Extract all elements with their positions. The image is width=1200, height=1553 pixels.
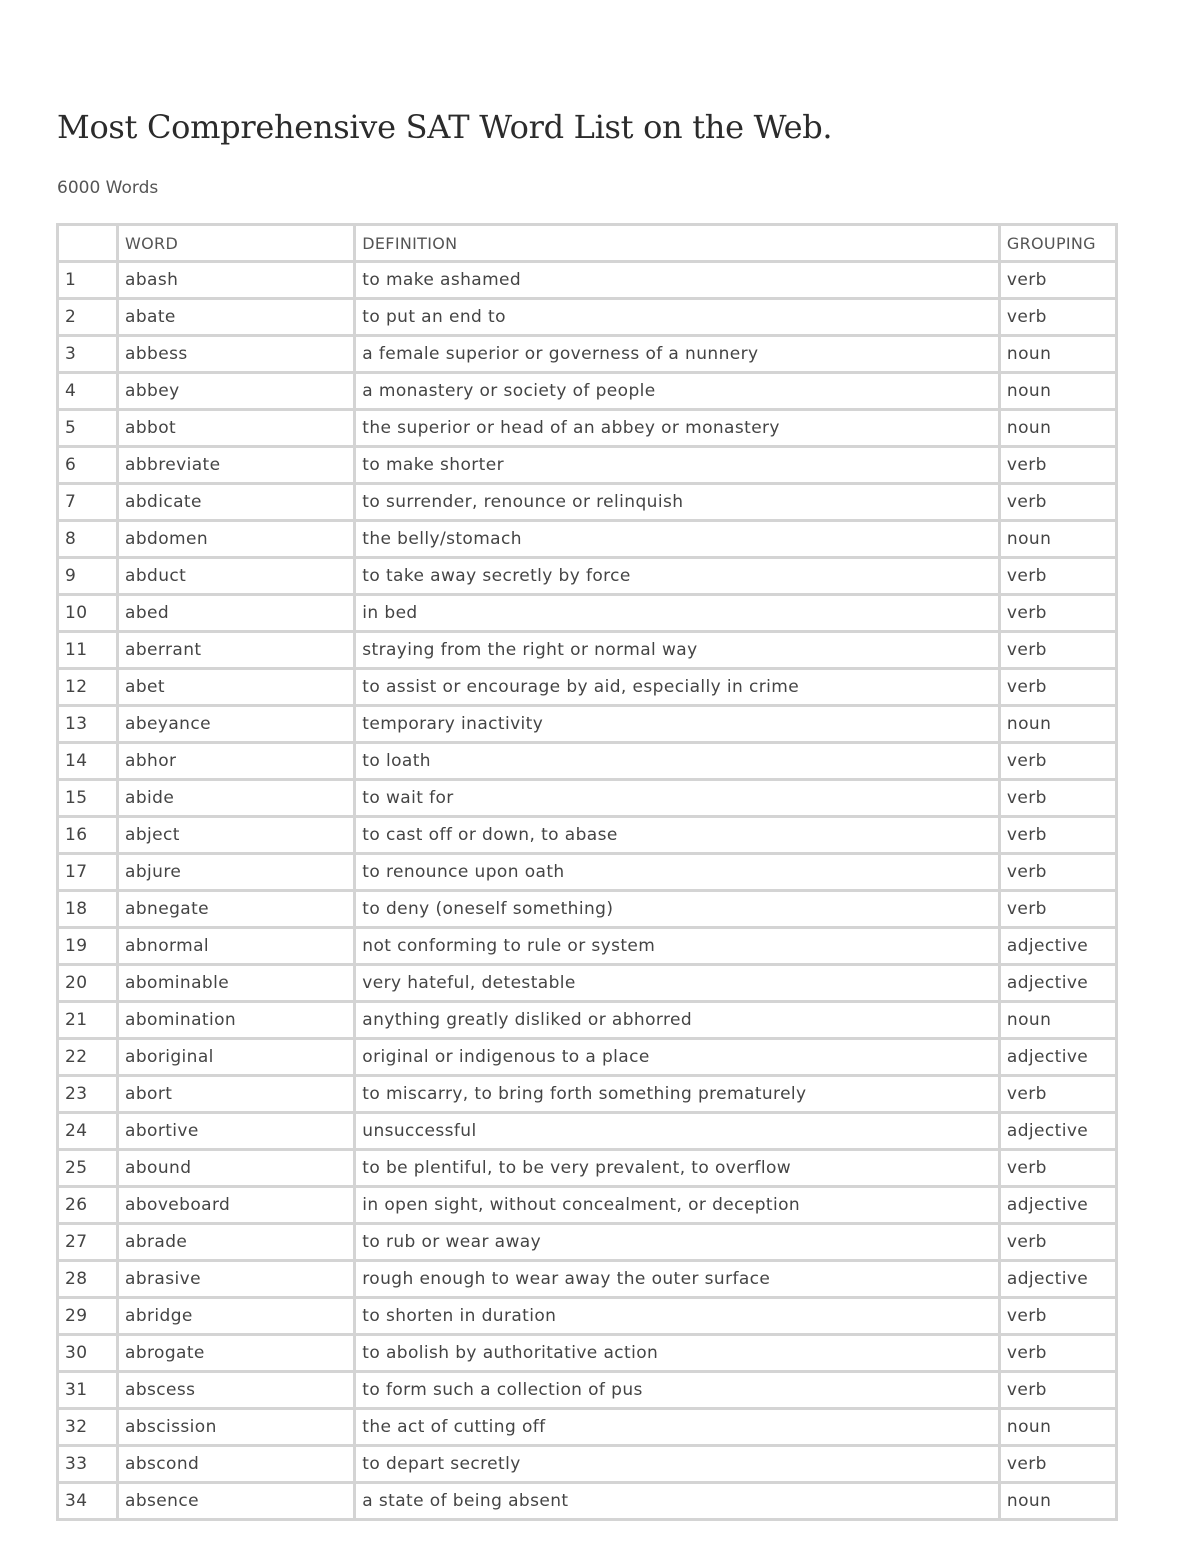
table-row — [59, 707, 1115, 741]
cell-word: absence — [119, 1484, 353, 1518]
cell-word: abhor — [119, 744, 353, 778]
table-header-row — [59, 226, 1115, 260]
cell-grouping: verb — [1001, 744, 1115, 778]
table-row — [59, 744, 1115, 778]
table-row — [59, 892, 1115, 926]
table-row — [59, 337, 1115, 371]
cell-number: 22 — [59, 1040, 116, 1074]
table-row — [59, 374, 1115, 408]
cell-word: abnegate — [119, 892, 353, 926]
cell-number: 29 — [59, 1299, 116, 1333]
cell-word: abet — [119, 670, 353, 704]
cell-definition: very hateful, detestable — [356, 966, 998, 1000]
cell-number: 14 — [59, 744, 116, 778]
table-row — [59, 1114, 1115, 1148]
cell-number: 30 — [59, 1336, 116, 1370]
cell-grouping: verb — [1001, 559, 1115, 593]
cell-number: 4 — [59, 374, 116, 408]
cell-number: 23 — [59, 1077, 116, 1111]
cell-number: 8 — [59, 522, 116, 556]
header-number — [59, 226, 116, 260]
cell-definition: the belly/stomach — [356, 522, 998, 556]
cell-number: 26 — [59, 1188, 116, 1222]
cell-definition: to deny (oneself something) — [356, 892, 998, 926]
cell-number: 32 — [59, 1410, 116, 1444]
cell-number: 31 — [59, 1373, 116, 1407]
cell-grouping: verb — [1001, 596, 1115, 630]
cell-word: aberrant — [119, 633, 353, 667]
table-row — [59, 1151, 1115, 1185]
header-definition: DEFINITION — [356, 226, 998, 260]
table-row — [59, 670, 1115, 704]
cell-definition: to loath — [356, 744, 998, 778]
table-row — [59, 485, 1115, 519]
cell-word: abrade — [119, 1225, 353, 1259]
cell-number: 1 — [59, 263, 116, 297]
cell-word: aboveboard — [119, 1188, 353, 1222]
cell-definition: to make ashamed — [356, 263, 998, 297]
cell-definition: in open sight, without concealment, or deception — [356, 1188, 998, 1222]
table-row — [59, 1262, 1115, 1296]
cell-grouping: verb — [1001, 633, 1115, 667]
cell-definition: to shorten in duration — [356, 1299, 998, 1333]
cell-grouping: verb — [1001, 892, 1115, 926]
table-row — [59, 1003, 1115, 1037]
cell-definition: to depart secretly — [356, 1447, 998, 1481]
table-row — [59, 448, 1115, 482]
cell-definition: rough enough to wear away the outer surface — [356, 1262, 998, 1296]
cell-definition: the superior or head of an abbey or monastery — [356, 411, 998, 445]
cell-word: abate — [119, 300, 353, 334]
cell-number: 5 — [59, 411, 116, 445]
cell-grouping: verb — [1001, 448, 1115, 482]
table-row — [59, 1373, 1115, 1407]
cell-definition: to put an end to — [356, 300, 998, 334]
table-row — [59, 300, 1115, 334]
cell-grouping: adjective — [1001, 1040, 1115, 1074]
cell-definition: in bed — [356, 596, 998, 630]
cell-grouping: verb — [1001, 855, 1115, 889]
cell-word: abjure — [119, 855, 353, 889]
cell-grouping: noun — [1001, 1410, 1115, 1444]
cell-word: abbot — [119, 411, 353, 445]
cell-definition: temporary inactivity — [356, 707, 998, 741]
cell-word: abduct — [119, 559, 353, 593]
table-row — [59, 929, 1115, 963]
word-table — [56, 223, 1118, 1521]
cell-number: 25 — [59, 1151, 116, 1185]
table-row — [59, 1410, 1115, 1444]
cell-word: abound — [119, 1151, 353, 1185]
cell-number: 11 — [59, 633, 116, 667]
cell-definition: straying from the right or normal way — [356, 633, 998, 667]
cell-word: abominable — [119, 966, 353, 1000]
cell-definition: to rub or wear away — [356, 1225, 998, 1259]
cell-word: abort — [119, 1077, 353, 1111]
cell-word: abdomen — [119, 522, 353, 556]
cell-definition: to assist or encourage by aid, especially in crime — [356, 670, 998, 704]
cell-grouping: verb — [1001, 1225, 1115, 1259]
cell-number: 21 — [59, 1003, 116, 1037]
table-row — [59, 596, 1115, 630]
cell-word: abomination — [119, 1003, 353, 1037]
cell-number: 19 — [59, 929, 116, 963]
table-row — [59, 1484, 1115, 1518]
cell-definition: a state of being absent — [356, 1484, 998, 1518]
cell-definition: anything greatly disliked or abhorred — [356, 1003, 998, 1037]
cell-grouping: adjective — [1001, 966, 1115, 1000]
cell-definition: to cast off or down, to abase — [356, 818, 998, 852]
cell-word: abdicate — [119, 485, 353, 519]
cell-number: 17 — [59, 855, 116, 889]
cell-number: 15 — [59, 781, 116, 815]
cell-word: abrasive — [119, 1262, 353, 1296]
cell-word: abridge — [119, 1299, 353, 1333]
table-row — [59, 1336, 1115, 1370]
cell-grouping: verb — [1001, 1077, 1115, 1111]
cell-number: 10 — [59, 596, 116, 630]
cell-number: 9 — [59, 559, 116, 593]
cell-definition: unsuccessful — [356, 1114, 998, 1148]
cell-word: abortive — [119, 1114, 353, 1148]
cell-grouping: verb — [1001, 670, 1115, 704]
table-row — [59, 781, 1115, 815]
cell-definition: a female superior or governess of a nunnery — [356, 337, 998, 371]
cell-grouping: noun — [1001, 337, 1115, 371]
cell-grouping: verb — [1001, 263, 1115, 297]
cell-definition: to make shorter — [356, 448, 998, 482]
cell-number: 18 — [59, 892, 116, 926]
word-table-container — [56, 223, 1118, 1511]
cell-grouping: verb — [1001, 1447, 1115, 1481]
cell-grouping: noun — [1001, 374, 1115, 408]
cell-definition: original or indigenous to a place — [356, 1040, 998, 1074]
table-row — [59, 966, 1115, 1000]
cell-number: 28 — [59, 1262, 116, 1296]
word-count: 6000 Words — [57, 178, 159, 198]
cell-definition: to wait for — [356, 781, 998, 815]
cell-grouping: verb — [1001, 300, 1115, 334]
cell-grouping: verb — [1001, 781, 1115, 815]
cell-definition: to take away secretly by force — [356, 559, 998, 593]
cell-word: abscond — [119, 1447, 353, 1481]
cell-number: 27 — [59, 1225, 116, 1259]
cell-grouping: noun — [1001, 1484, 1115, 1518]
table-row — [59, 1040, 1115, 1074]
cell-definition: to miscarry, to bring forth something prematurely — [356, 1077, 998, 1111]
table-row — [59, 1188, 1115, 1222]
cell-number: 20 — [59, 966, 116, 1000]
cell-grouping: verb — [1001, 1336, 1115, 1370]
cell-grouping: verb — [1001, 1373, 1115, 1407]
cell-grouping: adjective — [1001, 1188, 1115, 1222]
table-row — [59, 1225, 1115, 1259]
cell-definition: the act of cutting off — [356, 1410, 998, 1444]
cell-number: 2 — [59, 300, 116, 334]
cell-grouping: verb — [1001, 818, 1115, 852]
cell-number: 3 — [59, 337, 116, 371]
table-row — [59, 411, 1115, 445]
cell-definition: a monastery or society of people — [356, 374, 998, 408]
cell-number: 34 — [59, 1484, 116, 1518]
cell-grouping: adjective — [1001, 929, 1115, 963]
cell-grouping: noun — [1001, 522, 1115, 556]
cell-definition: to be plentiful, to be very prevalent, to overflow — [356, 1151, 998, 1185]
cell-grouping: noun — [1001, 707, 1115, 741]
cell-word: aboriginal — [119, 1040, 353, 1074]
cell-word: abide — [119, 781, 353, 815]
cell-definition: not conforming to rule or system — [356, 929, 998, 963]
cell-word: abrogate — [119, 1336, 353, 1370]
cell-grouping: verb — [1001, 1299, 1115, 1333]
cell-grouping: adjective — [1001, 1114, 1115, 1148]
cell-number: 6 — [59, 448, 116, 482]
table-row — [59, 1447, 1115, 1481]
cell-grouping: adjective — [1001, 1262, 1115, 1296]
cell-number: 33 — [59, 1447, 116, 1481]
cell-grouping: verb — [1001, 1151, 1115, 1185]
header-grouping: GROUPING — [1001, 226, 1115, 260]
table-row — [59, 559, 1115, 593]
table-row — [59, 1077, 1115, 1111]
cell-word: abscess — [119, 1373, 353, 1407]
cell-word: abeyance — [119, 707, 353, 741]
cell-word: abject — [119, 818, 353, 852]
cell-number: 7 — [59, 485, 116, 519]
table-row — [59, 855, 1115, 889]
cell-grouping: verb — [1001, 485, 1115, 519]
cell-definition: to form such a collection of pus — [356, 1373, 998, 1407]
table-row — [59, 818, 1115, 852]
cell-grouping: noun — [1001, 411, 1115, 445]
table-row — [59, 633, 1115, 667]
header-word: WORD — [119, 226, 353, 260]
page-title: Most Comprehensive SAT Word List on the Web. — [57, 108, 833, 146]
cell-number: 13 — [59, 707, 116, 741]
cell-word: abbess — [119, 337, 353, 371]
cell-word: abbey — [119, 374, 353, 408]
cell-definition: to abolish by authoritative action — [356, 1336, 998, 1370]
cell-word: abbreviate — [119, 448, 353, 482]
cell-definition: to surrender, renounce or relinquish — [356, 485, 998, 519]
cell-number: 16 — [59, 818, 116, 852]
table-row — [59, 522, 1115, 556]
cell-word: abnormal — [119, 929, 353, 963]
cell-word: abed — [119, 596, 353, 630]
table-row — [59, 1299, 1115, 1333]
cell-word: abash — [119, 263, 353, 297]
cell-number: 12 — [59, 670, 116, 704]
cell-number: 24 — [59, 1114, 116, 1148]
cell-word: abscission — [119, 1410, 353, 1444]
cell-definition: to renounce upon oath — [356, 855, 998, 889]
table-row — [59, 263, 1115, 297]
cell-grouping: noun — [1001, 1003, 1115, 1037]
